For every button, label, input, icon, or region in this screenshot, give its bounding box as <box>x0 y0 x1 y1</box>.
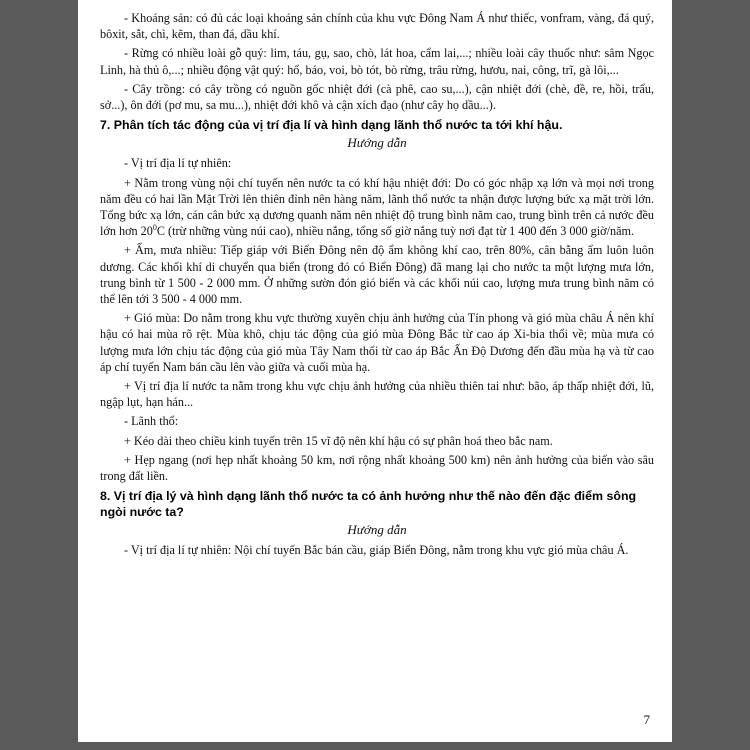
degree-superscript: 0 <box>152 223 157 233</box>
section-lanh-tho-label: - Lãnh thổ: <box>124 414 179 429</box>
bottom-frame-border <box>0 742 750 750</box>
paragraph-khoang-san: - Khoáng sản: có đủ các loại khoáng sản chính của khu vực Đông Nam Á như thiếc, vonfram, vàng, đá quý, bôxit, sắt, chì, kẽm, than đá, dầu khí. <box>100 11 654 42</box>
question-7-heading: 7. Phân tích tác động của vị trí địa lí và hình dạng lãnh thổ nước ta tới khí hậu. <box>100 118 563 133</box>
paragraph-am-mua: + Ẩm, mưa nhiều: Tiếp giáp với Biển Đông nên độ ẩm không khí cao, trên 80%, cân bằng ẩm luôn luôn dương. Các khối khí di chuyển qua biển (trong đó có Biển Đông) đã mang lại cho nước ta một lượng mưa lớn, trung bình từ 1 500 - 2 000 mm. Ở những sườn đón gió biển và các khối núi cao, lượng mưa trung bình năm có thể lên tới 3 500 - 4 000 mm. <box>100 243 654 307</box>
paragraph-nhiet-doi <box>100 175 654 240</box>
document-page <box>78 0 672 742</box>
paragraph-rung: - Rừng có nhiều loài gỗ quý: lim, táu, gụ, sao, chò, lát hoa, cẩm lai,...; nhiều loài cây thuốc như: sâm Ngọc Linh, hà thủ ô,...; nhiều động vật quý: hổ, báo, voi, bò tót, bò rừng, trâu rừng, hươu, nai, công, trĩ, gà lôi,... <box>100 46 654 77</box>
question-8-heading: 8. Vị trí địa lý và hình dạng lãnh thổ nước ta có ảnh hưởng như thế nào đến đặc điểm sông ngòi nước ta? <box>100 489 637 520</box>
guide-7-label: Hướng dẫn <box>347 135 407 151</box>
page-number: 7 <box>643 711 650 727</box>
paragraph-keo-dai: + Kéo dài theo chiều kinh tuyến trên 15 vĩ độ nên khí hậu có sự phân hoá theo bắc nam. <box>124 433 553 448</box>
paragraph-cay-trong: - Cây trồng: có cây trồng có nguồn gốc nhiệt đới (cà phê, cao su,...), cận nhiệt đới (chè, đề, re, hồi, trẩu, sở...), ôn đới (pơ mu, sa mu...), nhiệt đới khô và cận xích đạo (như cây họ dầu...). <box>100 81 654 113</box>
nhiet-doi-text-2: C (trừ những vùng núi cao), nhiều nắng, tổng số giờ nắng tuỳ nơi đạt từ 1 400 đến 3 000 giờ/năm. <box>156 224 635 239</box>
paragraph-thien-tai: + Vị trí địa lí nước ta nằm trong khu vực chịu ảnh hưởng của nhiều thiên tai như: bão, áp thấp nhiệt đới, lũ, ngập lụt, hạn hán... <box>100 379 654 410</box>
nhiet-doi-text-1: + Nằm trong vùng nội chí tuyến nên nước ta có khí hậu nhiệt đới: Do có góc nhập xạ lớn và mọi nơi trong năm đều có hai lần Mặt Trời lên thiên đỉnh nên hàng năm, lãnh thổ nước ta nhận được lượng bức xạ mặt trời lớn. Tổng bức xạ lớn, cán cân bức xạ dương quanh năm nên nhiệt độ trung bình năm cao, trung bình trên cả nước đều lớn hơn 20 <box>100 175 654 239</box>
guide-8-label: Hướng dẫn <box>347 522 407 538</box>
section-vi-tri-label: - Vị trí địa lí tự nhiên: <box>124 156 232 171</box>
paragraph-gio-mua: + Gió mùa: Do nằm trong khu vực thường xuyên chịu ảnh hưởng của Tín phong và gió mùa châu Á nên khí hậu có hai mùa rõ rệt. Mùa khô, chịu tác động của gió mùa Đông Bắc từ cao áp Xi-bia thổi về; mùa mưa có lượng mưa lớn chịu tác động của gió mùa Tây Nam thổi từ cao áp Bắc Ấn Độ Dương đến đầu mùa hạ và từ cao áp chí tuyến Nam bán cầu lên vào giữa và cuối mùa hạ. <box>100 311 654 374</box>
right-frame-border <box>672 0 750 750</box>
paragraph-vi-tri-8: - Vị trí địa lí tự nhiên: Nội chí tuyến Bắc bán cầu, giáp Biển Đông, nằm trong khu vực gió mùa châu Á. <box>124 543 629 558</box>
paragraph-hep-ngang: + Hẹp ngang (nơi hẹp nhất khoảng 50 km, nơi rộng nhất khoảng 500 km) nên ảnh hưởng của biển vào sâu trong đất liền. <box>100 452 654 484</box>
left-frame-border <box>0 0 78 750</box>
